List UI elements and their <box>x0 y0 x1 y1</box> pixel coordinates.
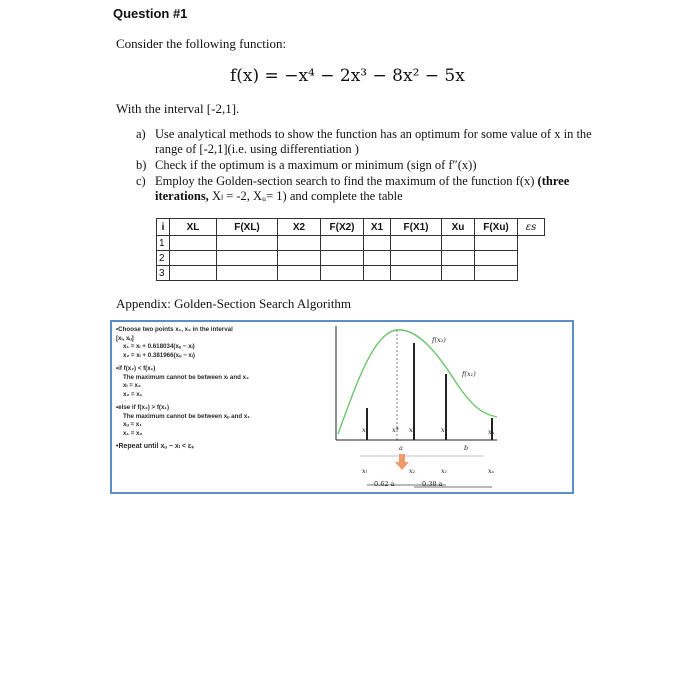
part-c-text-post: Xₗ = -2, Xᵤ= 1) and complete the table <box>208 189 403 203</box>
part-a-letter: a) <box>136 127 146 141</box>
arrow-down-icon <box>395 462 409 470</box>
function-formula: f(x) = −x⁴ − 2x³ − 8x² − 5x <box>230 66 465 86</box>
algo-if: •if f(x₂) < f(x₁) <box>116 365 156 372</box>
header-xu: Xu <box>442 219 475 236</box>
algo-else: •else if f(x₂) > f(x₁) <box>116 404 170 411</box>
table-row <box>157 251 545 266</box>
label-bottom-x2: x₂ <box>409 467 416 475</box>
question-parts <box>136 127 596 205</box>
appendix-title: Appendix: Golden-Section Search Algorithm <box>116 296 352 311</box>
header-x1: X1 <box>364 219 391 236</box>
part-a <box>136 127 596 157</box>
part-c-text-bold: (three iterations, <box>155 174 570 203</box>
part-b <box>136 158 596 173</box>
label-x2: x₂ <box>409 426 416 434</box>
arrow-shaft <box>399 454 405 462</box>
label-f-x2: f(x₂) <box>432 336 446 344</box>
algo-interval: [xₗ, xᵤ] <box>116 334 134 342</box>
label-062a: 0.62 a <box>374 480 395 488</box>
table-row <box>157 236 545 251</box>
algo-else-a: xᵤ = x₁ <box>123 421 142 428</box>
algo-if-a: xₗ = x₂ <box>123 382 141 389</box>
header-f-x2: F(X2) <box>321 219 364 236</box>
part-c-text <box>155 174 596 204</box>
label-xl: xₗ <box>362 426 368 434</box>
algo-if-note: The maximum cannot be between xₗ and x₂ <box>123 373 249 381</box>
part-c-letter: c) <box>136 174 146 188</box>
part-a-text: Use analytical methods to show the function has an optimum for some value of x in the range of [-2,1](i.e. using differentiation ) <box>155 127 592 156</box>
algo-x2-formula: x₂ = xₗ + 0.381966(xᵤ − xₗ) <box>123 351 195 359</box>
label-f-x1: f(x₁) <box>462 370 476 378</box>
label-b: b <box>464 444 469 452</box>
header-f-xu: F(Xu) <box>475 219 518 236</box>
table-row <box>157 266 545 281</box>
row-index: 1 <box>157 236 170 251</box>
header-x2: X2 <box>278 219 321 236</box>
algo-if-b: x₂ = x₁ <box>123 390 143 398</box>
algo-repeat: •Repeat until xᵤ − xₗ < εₛ <box>116 443 194 450</box>
label-038a: 0.38 a <box>422 480 443 488</box>
header-xl: XL <box>170 219 217 236</box>
algo-else-b: x₁ = x₂ <box>123 429 143 437</box>
header-f-xl: F(XL) <box>217 219 278 236</box>
header-i: i <box>157 219 170 236</box>
table-header-row <box>157 219 545 236</box>
part-c <box>136 174 596 204</box>
row-index: 2 <box>157 251 170 266</box>
algo-else-note: The maximum cannot be between xᵤ and x₁ <box>123 412 250 420</box>
label-bottom-xl: xₗ <box>362 467 368 475</box>
label-x1: x₁ <box>441 426 448 434</box>
label-a: a <box>399 444 403 452</box>
label-bottom-x1: x₁ <box>441 467 448 475</box>
label-bottom-xu: xᵤ <box>488 467 495 475</box>
part-b-letter: b) <box>136 158 147 172</box>
part-c-text-pre: Employ the Golden-section search to find the maximum of the function f(x) <box>155 174 538 188</box>
results-table <box>156 218 545 281</box>
header-es: εs <box>518 219 545 236</box>
algo-choose: •Choose two points x₁, x₂ in the interval <box>116 326 233 333</box>
header-f-x1: F(X1) <box>391 219 442 236</box>
row-index: 3 <box>157 266 170 281</box>
algorithm-steps <box>116 326 331 452</box>
interval-text: With the interval [-2,1]. <box>116 101 240 116</box>
algo-x1-formula: x₁ = xₗ + 0.618034(xᵤ − xₗ) <box>123 343 195 350</box>
label-xu: xᵤ <box>488 428 495 436</box>
part-b-text: Check if the optimum is a maximum or minimum (sign of f″(x)) <box>155 158 477 172</box>
question-intro: Consider the following function: <box>116 36 287 51</box>
label-xstar: x* <box>392 426 399 434</box>
question-title: Question #1 <box>113 6 188 21</box>
function-curve <box>338 330 497 434</box>
